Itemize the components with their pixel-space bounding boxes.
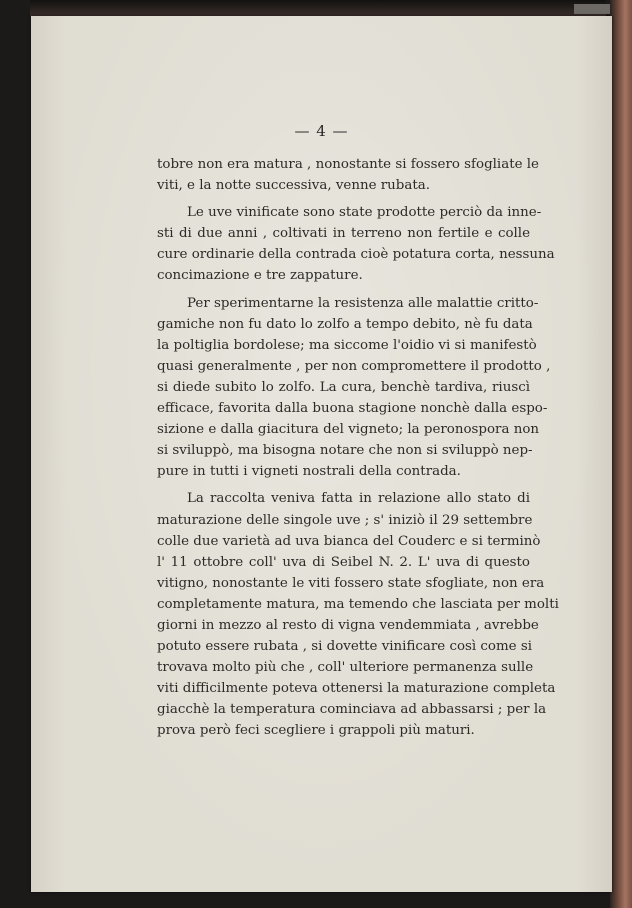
text-line: sti di due anni , coltivati in terreno non fertile e colle bbox=[157, 226, 530, 242]
text-line: concimazione e tre zappature. bbox=[157, 268, 363, 284]
text-line: si sviluppò, ma bisogna notare che non si sviluppò nep- bbox=[157, 443, 533, 459]
text-line: trovava molto più che , coll' ulteriore permanenza sulle bbox=[157, 660, 534, 676]
text-line: sizione e dalla giacitura del vigneto; la peronospora non bbox=[157, 422, 540, 438]
text-line: viti, e la notte successiva, venne rubata. bbox=[157, 178, 430, 194]
text-line: gamiche non fu dato lo zolfo a tempo debito, nè fu data bbox=[157, 316, 533, 332]
text-line: la poltiglia bordolese; ma siccome l'oidio vi si manifestò bbox=[157, 337, 537, 353]
text-line: Per sperimentarne la resistenza alle malattie critto- bbox=[187, 295, 539, 311]
text-line: vitigno, nonostante le viti fossero state sfogliate, non era bbox=[157, 575, 545, 591]
text-line: completamente matura, ma temendo che lasciata per molti bbox=[157, 596, 559, 612]
page-number: — 4 — bbox=[294, 122, 349, 140]
text-line: giorni in mezzo al resto di vigna vendemmiata , avrebbe bbox=[157, 617, 539, 633]
text-line: tobre non era matura , nonostante si fossero sfogliate le bbox=[157, 157, 539, 172]
text-line: La raccolta veniva fatta in relazione allo stato di bbox=[187, 491, 530, 507]
text-line: efficace, favorita dalla buona stagione nonchè dalla espo- bbox=[157, 401, 548, 417]
text-line: l' 11 ottobre coll' uva di Seibel N. 2. L' uva di questo bbox=[157, 554, 530, 570]
document-page bbox=[31, 16, 612, 892]
text-line: giacchè la temperatura cominciava ad abbassarsi ; per la bbox=[157, 702, 547, 718]
body-text bbox=[157, 154, 559, 742]
text-line: potuto essere rubata , si dovette vinificare così come si bbox=[157, 639, 533, 655]
scan-top-border bbox=[30, 0, 606, 16]
text-line: cure ordinarie della contrada cioè potatura corta, nessuna bbox=[157, 247, 555, 263]
text-line: quasi generalmente , per non compromettere il prodotto , bbox=[157, 358, 551, 374]
scan-top-bar bbox=[574, 4, 614, 14]
text-line: Le uve vinificate sono state prodotte perciò da inne- bbox=[187, 205, 542, 221]
text-line: viti difficilmente poteva ottenersi la maturazione completa bbox=[157, 681, 556, 697]
text-line: colle due varietà ad uva bianca del Couderc e si terminò bbox=[157, 533, 541, 549]
text-line: prova però feci scegliere i grappoli più maturi. bbox=[157, 723, 475, 739]
text-line: pure in tutti i vigneti nostrali della contrada. bbox=[157, 464, 461, 480]
book-cover-edge bbox=[610, 0, 632, 908]
text-line: si diede subito lo zolfo. La cura, benchè tardiva, riuscì bbox=[157, 379, 530, 395]
text-line: maturazione delle singole uve ; s' iniziò il 29 settembre bbox=[157, 512, 533, 528]
